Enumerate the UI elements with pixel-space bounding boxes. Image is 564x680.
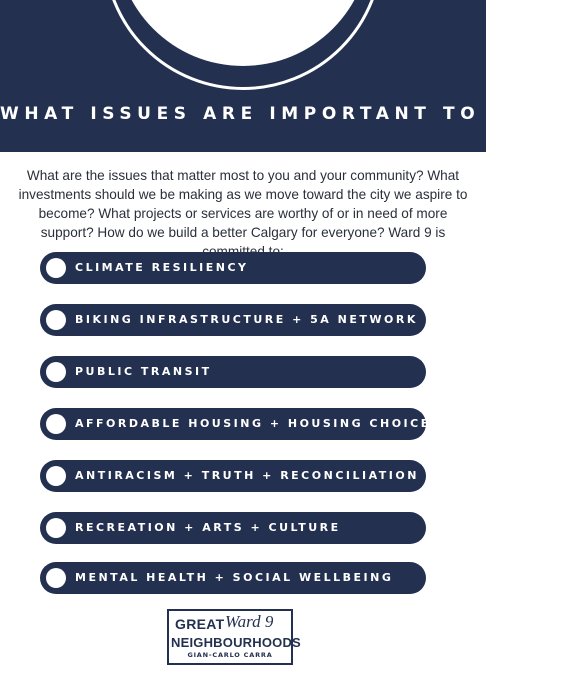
- issue-label: AFFORDABLE HOUSING + HOUSING CHOICE: [75, 417, 431, 430]
- logo-neighbourhoods-text: NEIGHBOURHOODS: [171, 635, 301, 650]
- issue-item-mental-health: [40, 562, 426, 594]
- issue-item-recreation-arts-culture: [40, 512, 426, 544]
- issue-label: MENTAL HEALTH + SOCIAL WELLBEING: [75, 571, 394, 584]
- issue-item-climate-resiliency: [40, 252, 426, 284]
- page-title: WHAT ISSUES ARE IMPORTANT TO YOU?: [0, 104, 564, 124]
- logo-candidate-name: GIAN-CARLO CARRA: [187, 651, 273, 659]
- bullet-circle-icon: [46, 362, 66, 382]
- bullet-circle-icon: [46, 518, 66, 538]
- bullet-circle-icon: [46, 258, 66, 278]
- issue-label: RECREATION + ARTS + CULTURE: [75, 521, 341, 534]
- issue-item-public-transit: [40, 356, 426, 388]
- bullet-circle-icon: [46, 466, 66, 486]
- issue-label: PUBLIC TRANSIT: [75, 365, 212, 378]
- issue-item-antiracism: [40, 460, 474, 492]
- header-banner: [0, 0, 564, 152]
- bullet-circle-icon: [46, 414, 66, 434]
- issue-label: CLIMATE RESILIENCY: [75, 261, 249, 274]
- issue-item-affordable-housing: [40, 408, 431, 440]
- issue-label: ANTIRACISM + TRUTH + RECONCILIATION WORK: [75, 469, 474, 482]
- intro-paragraph: What are the issues that matter most to you and your community? What investments should we be making as we move toward the city we aspire to become? What projects or services are worthy of or in need of more support? How do we build a better Calgary for everyone? Ward 9 is: [18, 168, 468, 240]
- logo-ward-text: Ward 9: [225, 612, 274, 631]
- great-neighbourhoods-logo: [167, 609, 301, 665]
- logo-great-text: GREAT: [175, 616, 225, 632]
- issue-item-biking-infrastructure: [40, 304, 426, 336]
- bullet-circle-icon: [46, 310, 66, 330]
- bullet-circle-icon: [46, 568, 66, 588]
- issue-label: BIKING INFRASTRUCTURE + 5A NETWORK: [75, 313, 418, 326]
